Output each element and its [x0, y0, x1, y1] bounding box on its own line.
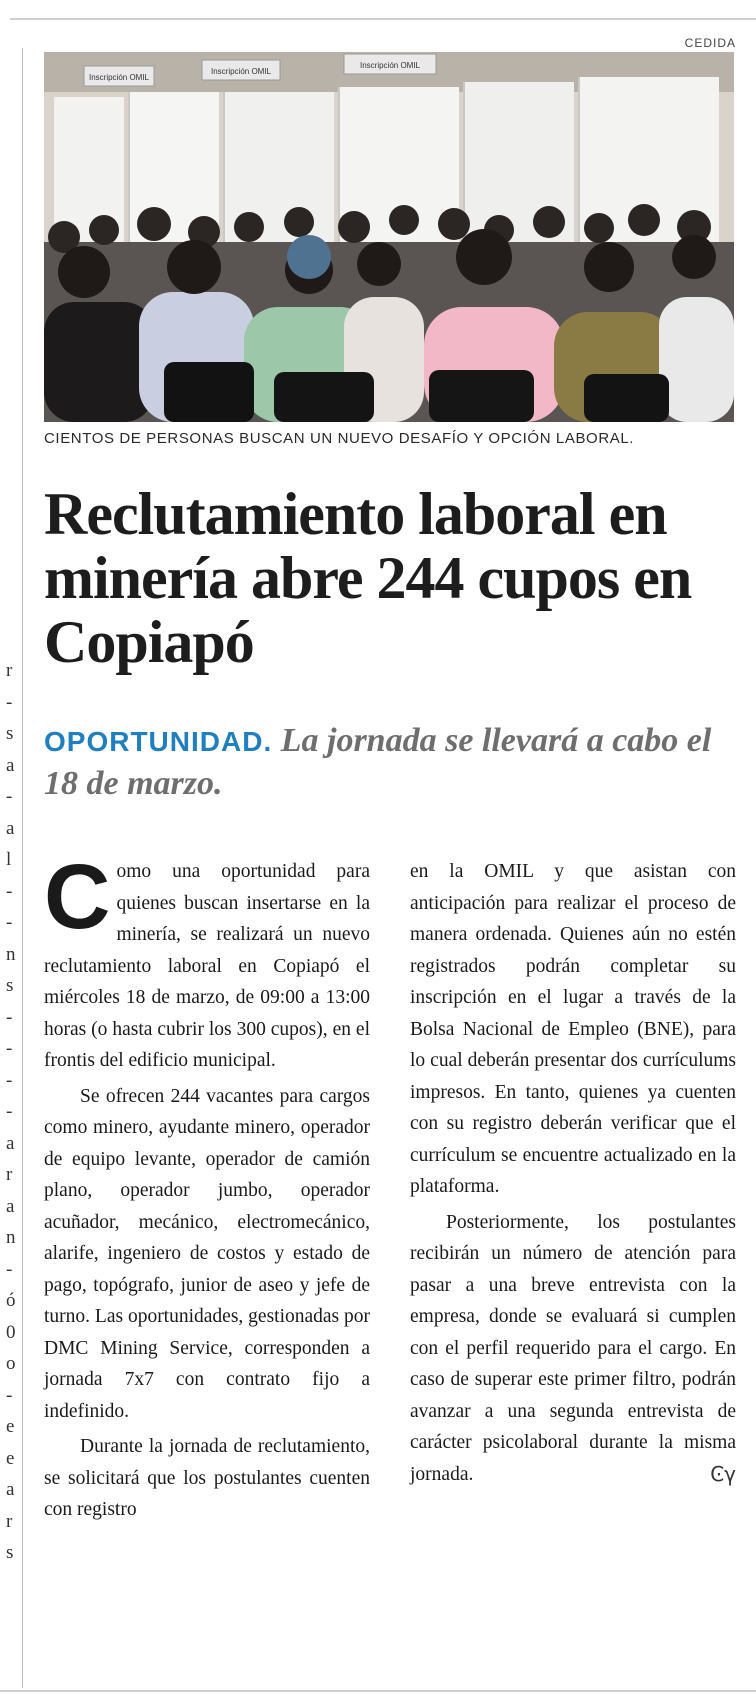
deck: [44, 720, 734, 805]
left-fragment-letter: s: [6, 1542, 14, 1563]
left-fragment-letter: a: [6, 1195, 15, 1217]
left-fragment-letter: r: [6, 660, 13, 681]
left-fragment-letter: o: [6, 1353, 16, 1374]
booth-sign: Inscripción OMIL: [88, 73, 150, 82]
photo-credit: CEDIDA: [684, 36, 736, 50]
article-column-right: [410, 856, 736, 1490]
left-fragment-letter: a: [6, 1479, 15, 1500]
left-fragment-letter: -: [6, 1069, 13, 1091]
top-rule: [10, 18, 756, 20]
left-fragment-letter: r: [6, 1164, 13, 1185]
left-fragment-letter: a: [6, 817, 15, 839]
photo-caption: CIENTOS DE PERSONAS BUSCAN UN NUEVO DESAFÍO Y OPCIÓN LABORAL.: [44, 430, 635, 447]
paragraph-5: [410, 1207, 736, 1491]
paragraph-1: [44, 846, 370, 1077]
bottom-rule: [0, 1690, 756, 1692]
article-column-left: [44, 846, 371, 1526]
left-fragment-letter: -: [6, 880, 13, 902]
left-fragment-letter: -: [6, 1258, 13, 1280]
left-fragment-letter: s: [6, 975, 14, 996]
left-fragment-letter: -: [6, 1006, 13, 1028]
job-fair-crowd-illustration: [44, 52, 734, 422]
column-divider: [22, 48, 23, 1688]
left-fragment-letter: -: [6, 691, 13, 713]
left-fragment-letter: a: [6, 754, 15, 776]
end-of-article-icon: Ͼγ: [710, 1461, 736, 1486]
left-fragment-letter: r: [6, 1510, 13, 1532]
deck-text: La jornada se llevará a cabo el 18 de marzo.: [44, 722, 712, 802]
paragraph-1-text: omo una oportunidad para quienes buscan insertarse en la minería, se realizará un nuevo reclutamiento laboral en Copiapó el miércoles 18 de marzo, de 09:00 a 13:00 horas (o hasta cubrir los 300 cupos), en el frontis del edificio municipal.: [44, 861, 370, 1071]
left-fragment-letter: l: [6, 849, 12, 870]
paragraph-4: en la OMIL y que asistan con anticipación para realizar el proceso de manera ordenada. Quienes aún no estén registrados podrán completar su inscripción en el lugar a través de la Bolsa Nacional de Empleo (BNE), para lo cual deberán presentar dos currículums impresos. En tanto, quienes ya cuenten con su registro deberán verificar que el currículum se encuentre actualizado en la plataforma.: [410, 861, 736, 1197]
left-fragment-letter: n: [6, 1227, 16, 1248]
booth-sign: Inscripción OMIL: [359, 61, 421, 70]
paragraph-2: Se ofrecen 244 vacantes para cargos como minero, ayudante minero, operador de equipo levante, operador de camión plano, operador jumbo, operador acuñador, mecánico, electromecánico, alarife, ingeniero de costos y estado de pago, topógrafo, junior de aseo y jefe de turno. Las oportunidades, gestionadas por DMC Mining Service, corresponden a jornada 7x7 con contrato fijo a indefinido.: [44, 1085, 371, 1422]
headline: Reclutamiento laboral en minería abre 244 cupos en Copiapó: [44, 481, 692, 675]
left-fragment-letter: ó: [6, 1290, 16, 1311]
paragraph-5-text: Posteriormente, los postulantes recibirán un número de atención para pasar a una breve entrevista con la empresa, donde se evaluará si cumplen con el perfil requerido para el cargo. En caso de superar este primer filtro, podrán avanzar a una segunda entrevista de carácter psicolaboral durante la misma jornada.: [410, 1211, 736, 1485]
left-fragment-letter: e: [6, 1447, 15, 1469]
drop-cap: C: [44, 846, 111, 948]
left-fragment-letter: s: [6, 723, 14, 744]
left-fragment-letter: -: [6, 1038, 13, 1059]
paragraph-3: Durante la jornada de reclutamiento, se solicitará que los postulantes cuenten con registro: [44, 1436, 370, 1520]
booth-sign: Inscripción OMIL: [210, 67, 272, 76]
left-fragment-letter: -: [6, 1101, 13, 1122]
left-fragment-letter: -: [6, 912, 13, 933]
article-photo: [44, 52, 734, 422]
left-fragment-letter: a: [6, 1132, 15, 1154]
left-fragment-letter: e: [6, 1416, 15, 1437]
left-fragment-letter: n: [6, 943, 16, 965]
left-fragment-letter: 0: [6, 1321, 16, 1343]
left-fragment-letter: -: [6, 1384, 13, 1406]
left-fragment-letter: -: [6, 786, 13, 807]
deck-kicker: OPORTUNIDAD.: [44, 726, 273, 757]
